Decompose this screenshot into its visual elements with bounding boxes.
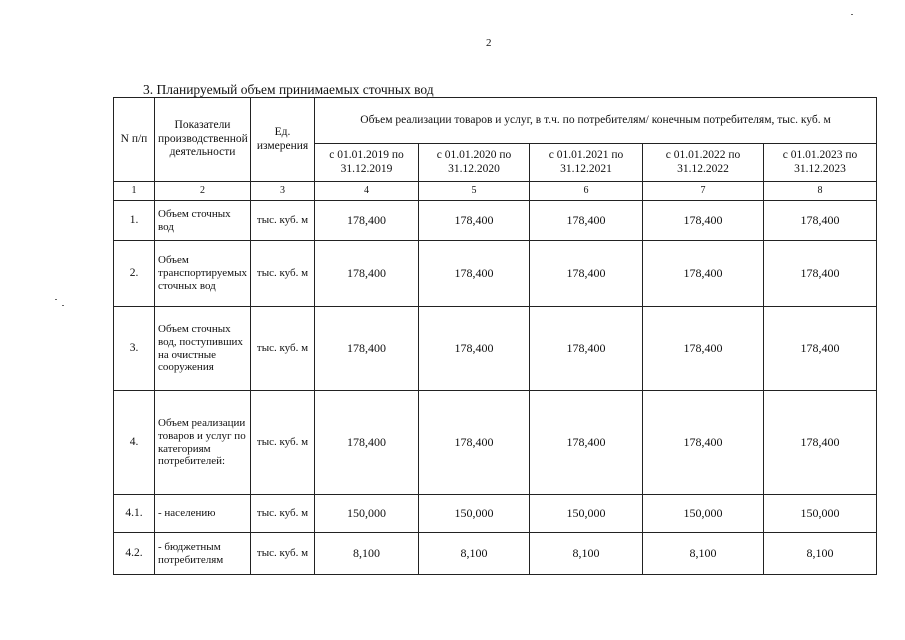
header-unit: Ед. измерения xyxy=(251,98,315,182)
table-row xyxy=(114,201,877,241)
row-value: 8,100 xyxy=(764,533,877,575)
table-row xyxy=(114,495,877,533)
row-value: 178,400 xyxy=(643,241,764,307)
column-number: 7 xyxy=(643,182,764,201)
scan-speck xyxy=(851,14,853,15)
row-index: 4.1. xyxy=(114,495,155,533)
row-value: 150,000 xyxy=(315,495,419,533)
row-value: 178,400 xyxy=(530,201,643,241)
table-row xyxy=(114,391,877,495)
column-number: 2 xyxy=(155,182,251,201)
row-value: 178,400 xyxy=(643,201,764,241)
row-unit: тыс. куб. м xyxy=(251,495,315,533)
row-value: 178,400 xyxy=(764,201,877,241)
header-volume-group: Объем реализации товаров и услуг, в т.ч. по потребителям/ конечным потребителям, тыс. куб. м xyxy=(315,98,877,144)
row-value: 8,100 xyxy=(315,533,419,575)
row-value: 178,400 xyxy=(315,201,419,241)
row-index: 2. xyxy=(114,241,155,307)
table-row xyxy=(114,307,877,391)
column-number: 4 xyxy=(315,182,419,201)
scan-speck xyxy=(55,299,57,300)
row-value: 178,400 xyxy=(315,391,419,495)
section-title: 3. Планируемый объем принимаемых сточных вод xyxy=(143,82,434,97)
row-value: 150,000 xyxy=(643,495,764,533)
row-unit: тыс. куб. м xyxy=(251,533,315,575)
row-label: Объем транспортируемых сточных вод xyxy=(155,241,251,307)
scan-speck xyxy=(62,305,64,306)
row-value: 178,400 xyxy=(530,307,643,391)
column-number: 5 xyxy=(419,182,530,201)
header-period-2020: с 01.01.2020 по 31.12.2020 xyxy=(419,144,530,182)
column-number-row xyxy=(114,182,877,201)
column-number: 1 xyxy=(114,182,155,201)
column-number: 8 xyxy=(764,182,877,201)
row-unit: тыс. куб. м xyxy=(251,241,315,307)
row-value: 178,400 xyxy=(530,241,643,307)
row-value: 150,000 xyxy=(764,495,877,533)
row-value: 178,400 xyxy=(315,241,419,307)
row-index: 3. xyxy=(114,307,155,391)
header-indicator: Показатели производственной деятельности xyxy=(155,98,251,182)
row-label: - бюджетным потребителям xyxy=(155,533,251,575)
row-value: 150,000 xyxy=(419,495,530,533)
column-number: 6 xyxy=(530,182,643,201)
row-value: 150,000 xyxy=(530,495,643,533)
row-value: 178,400 xyxy=(643,307,764,391)
planned-wastewater-table xyxy=(113,97,877,575)
row-value: 178,400 xyxy=(419,201,530,241)
header-period-2023: с 01.01.2023 по 31.12.2023 xyxy=(764,144,877,182)
column-number: 3 xyxy=(251,182,315,201)
header-period-2019: с 01.01.2019 по 31.12.2019 xyxy=(315,144,419,182)
row-label: Объем сточных вод xyxy=(155,201,251,241)
header-period-2021: с 01.01.2021 по 31.12.2021 xyxy=(530,144,643,182)
row-value: 8,100 xyxy=(643,533,764,575)
row-index: 4. xyxy=(114,391,155,495)
row-value: 178,400 xyxy=(530,391,643,495)
row-value: 178,400 xyxy=(764,391,877,495)
row-index: 1. xyxy=(114,201,155,241)
page-number: 2 xyxy=(486,37,492,49)
row-label: Объем реализации товаров и услуг по категориям потребителей: xyxy=(155,391,251,495)
header-period-2022: с 01.01.2022 по 31.12.2022 xyxy=(643,144,764,182)
row-value: 178,400 xyxy=(419,391,530,495)
row-value: 178,400 xyxy=(764,241,877,307)
row-unit: тыс. куб. м xyxy=(251,391,315,495)
row-unit: тыс. куб. м xyxy=(251,307,315,391)
row-value: 8,100 xyxy=(530,533,643,575)
row-index: 4.2. xyxy=(114,533,155,575)
row-value: 178,400 xyxy=(315,307,419,391)
row-value: 178,400 xyxy=(764,307,877,391)
row-label: Объем сточных вод, поступивших на очистные сооружения xyxy=(155,307,251,391)
row-value: 178,400 xyxy=(643,391,764,495)
table-row xyxy=(114,241,877,307)
table-row xyxy=(114,533,877,575)
row-label: - населению xyxy=(155,495,251,533)
row-unit: тыс. куб. м xyxy=(251,201,315,241)
row-value: 8,100 xyxy=(419,533,530,575)
row-value: 178,400 xyxy=(419,307,530,391)
row-value: 178,400 xyxy=(419,241,530,307)
header-index: N п/п xyxy=(114,98,155,182)
